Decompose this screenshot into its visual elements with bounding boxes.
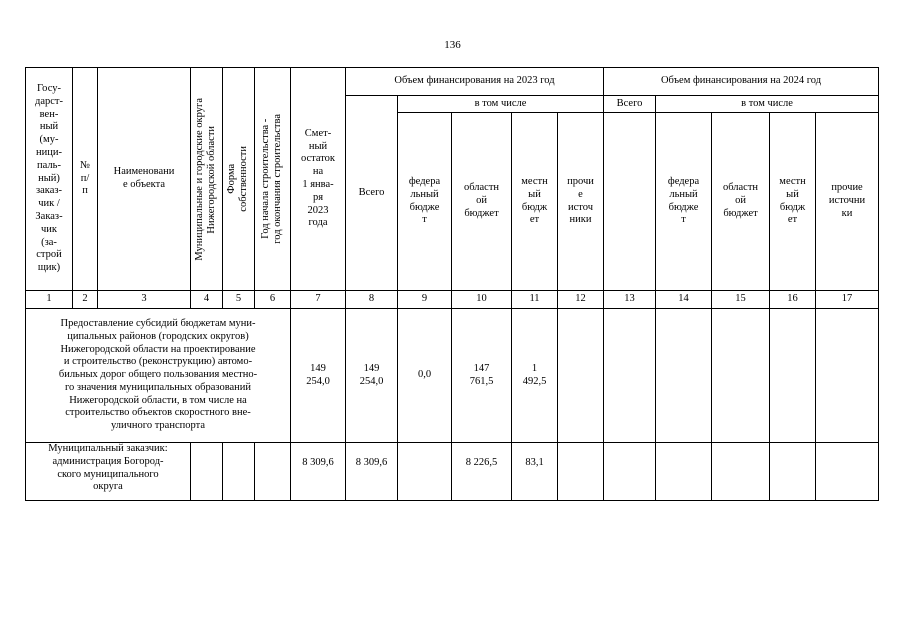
empty-cell [816, 443, 879, 501]
header-local-2024: местн ый бюдж ет [770, 113, 816, 291]
column-number: 16 [770, 291, 816, 309]
header-number: № п/ п [73, 68, 98, 291]
empty-cell [223, 443, 255, 501]
header-other-2023: прочи е источ ники [558, 113, 604, 291]
empty-cell [770, 309, 816, 443]
column-number: 8 [346, 291, 398, 309]
column-number: 10 [452, 291, 512, 309]
header-federal-2024: федера льный бюдже т [656, 113, 712, 291]
table-row [26, 443, 879, 501]
empty-cell [604, 443, 656, 501]
column-number: 14 [656, 291, 712, 309]
regional-2023-value: 147 761,5 [452, 309, 512, 443]
total-2023-value: 149 254,0 [346, 309, 398, 443]
header-funding-2024: Объем финансирования на 2024 год [604, 68, 879, 96]
column-number: 7 [291, 291, 346, 309]
table-row [26, 309, 879, 443]
header-other-2024: прочие источни ки [816, 113, 879, 291]
column-number: 11 [512, 291, 558, 309]
local-2023-value: 1 492,5 [512, 309, 558, 443]
remaining-value: 149 254,0 [291, 309, 346, 443]
header-municipalities-cell [191, 68, 223, 291]
subsidy-description: Предоставление субсидий бюджетам муни- ципальных районов (городских округов) Нижегородской области на проектирование и строительство (реконструкцию) автомо- бильных дорог общего пользования местно- го значения муниципальных образований Нижегородской области, в том числе на строительство объектов скоростного вне- уличного транспорта [26, 309, 291, 443]
empty-cell [604, 309, 656, 443]
header-municipalities: Муниципальные и городские округа Нижегородской области [194, 97, 218, 261]
column-number: 13 [604, 291, 656, 309]
empty-cell [191, 443, 223, 501]
empty-cell [656, 309, 712, 443]
municipal-customer: Муниципальный заказчик: администрация Богород- ского муниципального округа [26, 443, 191, 501]
header-total-2023: Всего [346, 96, 398, 291]
header-regional-2023: областн ой бюджет [452, 113, 512, 291]
column-number: 12 [558, 291, 604, 309]
column-number: 3 [98, 291, 191, 309]
total-2023-value: 8 309,6 [346, 443, 398, 501]
header-funding-2023: Объем финансирования на 2023 год [346, 68, 604, 96]
header-local-2023: местн ый бюдж ет [512, 113, 558, 291]
empty-cell [770, 443, 816, 501]
empty-cell [712, 443, 770, 501]
column-number: 4 [191, 291, 223, 309]
empty-cell [558, 309, 604, 443]
header-ownership-cell [223, 68, 255, 291]
header-ownership: Форма собственности [226, 146, 250, 212]
header-customer: Госу- дарст- вен- ный (му- ници- паль- ный) заказ- чик / Заказ- чик (за- строй щик) [26, 68, 73, 291]
header-regional-2024: областн ой бюджет [712, 113, 770, 291]
empty-cell [712, 309, 770, 443]
federal-2023-value: 0,0 [398, 309, 452, 443]
header-including-2024: в том числе [656, 96, 879, 113]
header-years-cell [255, 68, 291, 291]
column-number: 15 [712, 291, 770, 309]
empty-cell [398, 443, 452, 501]
column-number: 9 [398, 291, 452, 309]
regional-2023-value: 8 226,5 [452, 443, 512, 501]
column-number: 1 [26, 291, 73, 309]
page-number: 136 [444, 39, 461, 51]
empty-cell [255, 443, 291, 501]
empty-cell [816, 309, 879, 443]
local-2023-value: 83,1 [512, 443, 558, 501]
funding-table [25, 67, 879, 501]
header-total-2024: Всего [604, 96, 656, 113]
header-total-2024-blank [604, 113, 656, 291]
column-number-row [26, 291, 879, 309]
remaining-value: 8 309,6 [291, 443, 346, 501]
header-object-name: Наименовани е объекта [98, 68, 191, 291]
empty-cell [656, 443, 712, 501]
column-number: 6 [255, 291, 291, 309]
header-years: Год начала строительства - год окончания строительства [260, 114, 284, 244]
header-federal-2023: федера льный бюдже т [398, 113, 452, 291]
empty-cell [558, 443, 604, 501]
column-number: 17 [816, 291, 879, 309]
column-number: 5 [223, 291, 255, 309]
column-number: 2 [73, 291, 98, 309]
header-remaining: Смет- ный остаток на 1 янва- ря 2023 года [291, 68, 346, 291]
header-including-2023: в том числе [398, 96, 604, 113]
